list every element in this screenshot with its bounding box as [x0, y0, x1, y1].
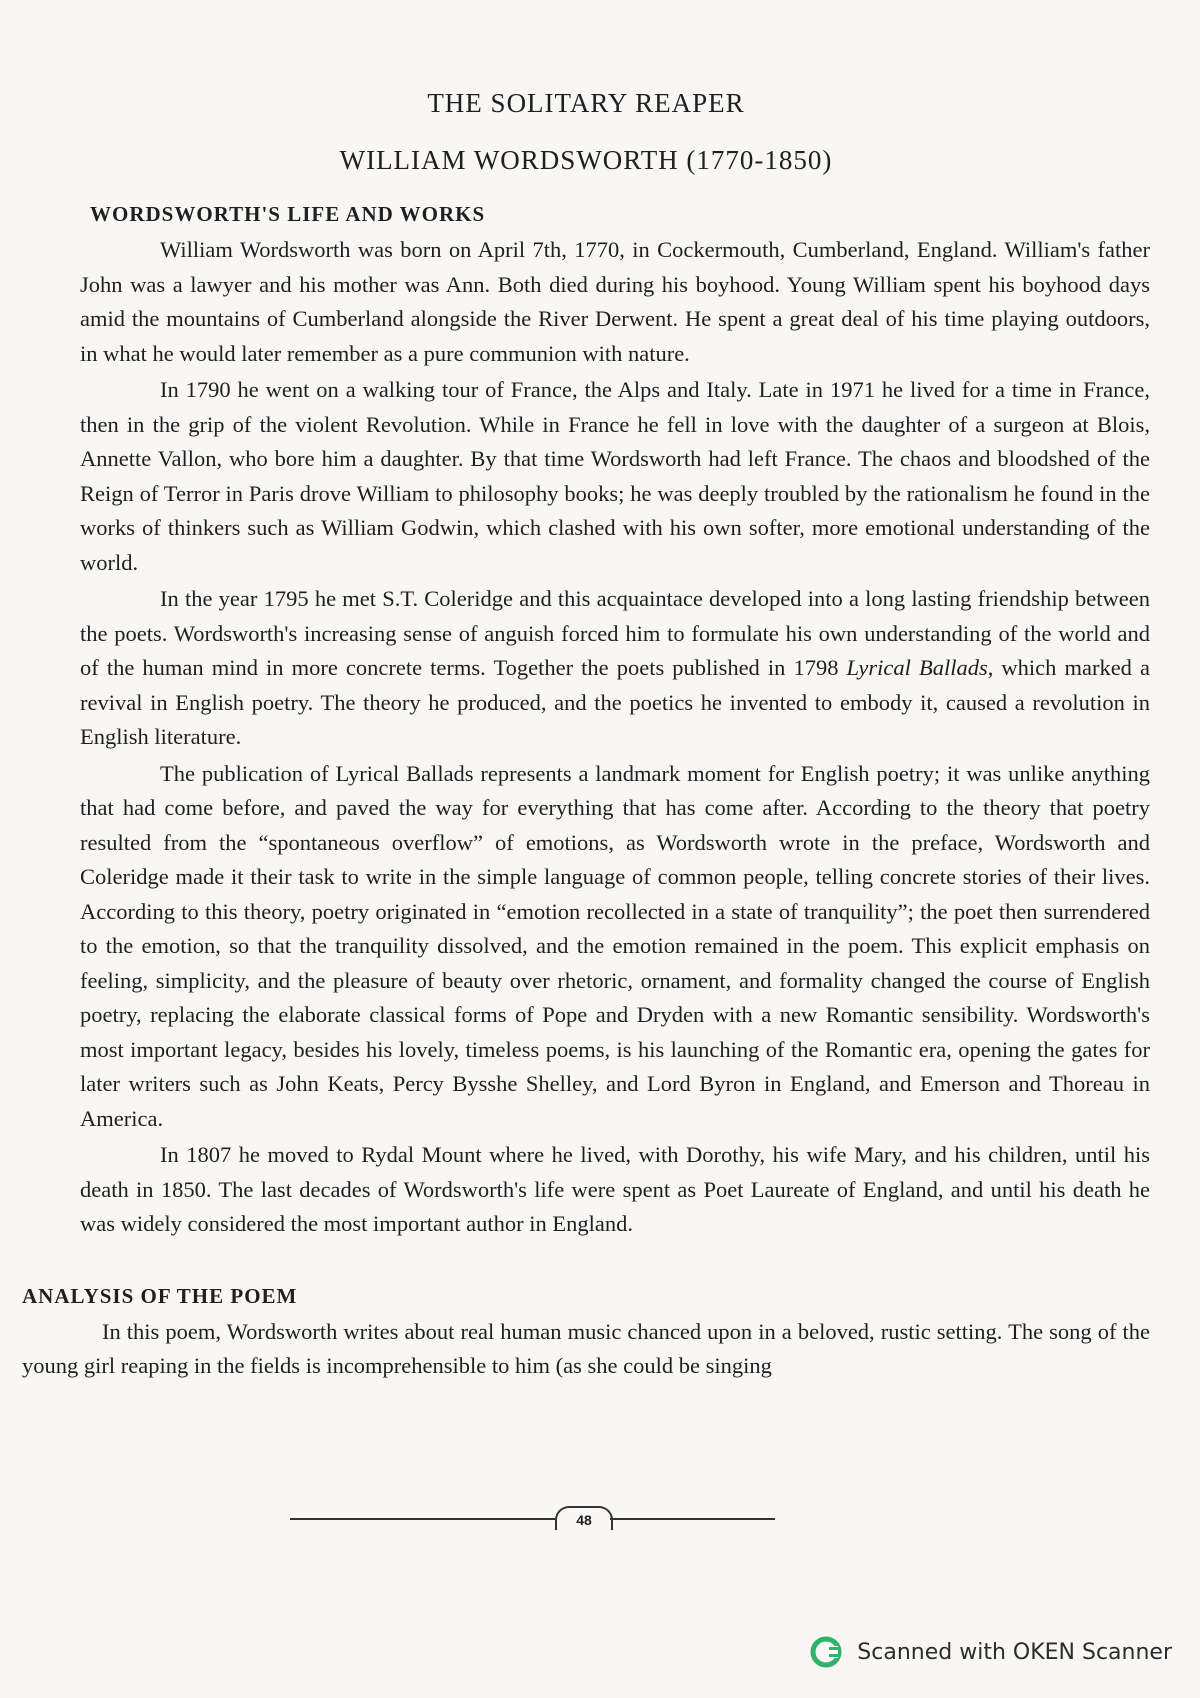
scanner-label: Scanned with OKEN Scanner — [857, 1639, 1172, 1665]
paragraph-birth: William Wordsworth was born on April 7th, 1770, in Cockermouth, Cumberland, England. William's father John was a lawyer and his mother was Ann. Both died during his boyhood. Young William spent his boyhood days amid the mountains of Cumberland alongside the River Derwent. He spent a great deal of his time playing outdoors, in what he would later remember as a pure communion with nature. — [80, 237, 1150, 366]
paragraph-lyrical-ballads: The publication of Lyrical Ballads represents a landmark moment for English poetry; it was unlike anything that had come before, and paved the way for everything that has come after. According to the theory that poetry resulted from the “spontaneous overflow” of emotions, as Wordsworth wrote in the preface, Wordsworth and Coleridge made it their task to write in the simple language of common people, telling concrete stories of their lives. According to this theory, poetry originated in “emotion recollected in a state of tranquility”; the poet then surrendered to the emotion, so that the tranquility dissolved, and the emotion remained in the poem. This explicit emphasis on feeling, simplicity, and the pleasure of beauty over rhetoric, ornament, and formality changed the course of English poetry, replacing the elaborate classical forms of Pope and Dryden with a new Romantic sensibility. Wordsworth's most important legacy, besides his lovely, timeless poems, is his launching of the Romantic era, opening the gates for later writers such as John Keats, Percy Bysshe Shelley, and Lord Byron in England, and Emerson and Thoreau in America. — [80, 760, 1150, 1131]
lyrical-ballads-italic: Lyrical Ballads — [846, 655, 988, 680]
oken-scanner-logo-icon — [809, 1635, 843, 1669]
analysis-heading: ANALYSIS OF THE POEM — [22, 1283, 298, 1308]
paragraph-analysis: In this poem, Wordsworth writes about real human music chanced upon in a beloved, rustic setting. The song of the young girl reaping in the fields is incomprehensible to him (as she could be singing — [22, 1318, 1150, 1378]
author-heading: WILLIAM WORDSWORTH (1770-1850) — [339, 145, 833, 175]
page-content — [22, 88, 1150, 1386]
poem-title: THE SOLITARY REAPER — [427, 88, 745, 118]
footer-rule-left — [290, 1518, 555, 1520]
paragraph-france: In 1790 he went on a walking tour of France, the Alps and Italy. Late in 1971 he lived for a time in France, then in the grip of the violent Revolution. While in France he fell in love with the daughter of a surgeon at Blois, Annette Vallon, who bore him a daughter. By that time Wordsworth had left France. The chaos and bloodshed of the Reign of Terror in Paris drove William to philosophy books; he was deeply troubled by the rationalism he found in the works of thinkers such as William Godwin, which clashed with his own softer, more emotional understanding of the world. — [80, 377, 1150, 575]
page-footer — [0, 1506, 1200, 1530]
footer-rule-right — [610, 1518, 775, 1520]
page-number: 48 — [555, 1506, 613, 1530]
paragraph-rydal-mount: In 1807 he moved to Rydal Mount where he lived, with Dorothy, his wife Mary, and his children, until his death in 1850. The last decades of Wordsworth's life were spent as Poet Laureate of England, and until his death he was widely considered the most important author in England. — [80, 1142, 1150, 1236]
life-and-works-heading: WORDSWORTH'S LIFE AND WORKS — [90, 202, 486, 226]
paragraph-coleridge: In the year 1795 he met S.T. Coleridge and this acquaintace developed into a long lasting friendship between the poets. Wordsworth's increasing sense of anguish forced him to formulate his own understanding of the world and of the human mind in more concrete terms. Together the poets published in 1798 Lyrical Ballads, which marked a revival in English poetry. The theory he produced, and the poetics he invented to embody it, caused a revolution in English literature. — [80, 586, 1150, 749]
scanner-watermark — [809, 1632, 1172, 1672]
